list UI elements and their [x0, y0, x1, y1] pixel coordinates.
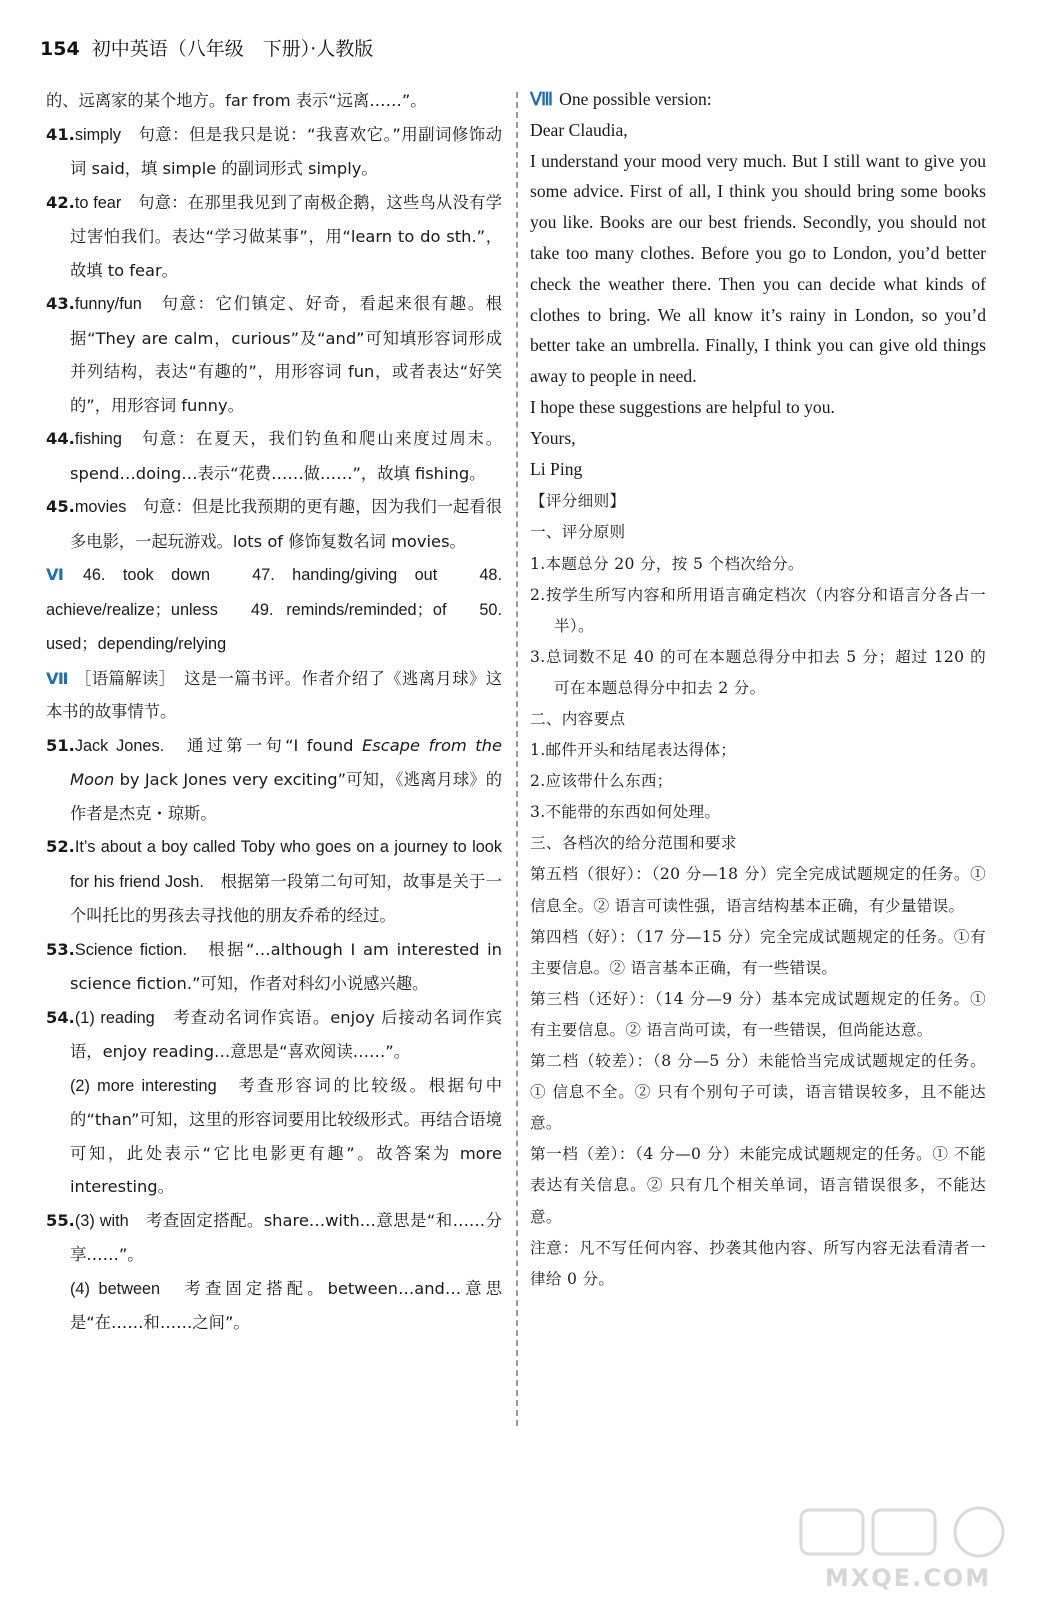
watermark-text: MXQE.COM [824, 1564, 992, 1592]
answer-54-part1: 54.(1) reading 考查动名词作宾语。enjoy 后接动名词作宾语，enjoy reading…意思是“喜欢阅读……”。 [46, 1007, 502, 1061]
rubric-note: 注意：凡不写任何内容、抄袭其他内容、所写内容无法看清者一律给 0 分。 [530, 1238, 986, 1288]
section-6-tag: Ⅵ [46, 565, 77, 584]
rubric-grade-4: 第四档（好）：（17 分—15 分）完全完成试题规定的任务。①有主要信息。② 语言基本正确，有一些错误。 [530, 927, 986, 977]
letter-signature: Li Ping [530, 458, 583, 479]
rubric-rule-1: 1.本题总分 20 分，按 5 个档次给分。 [530, 554, 804, 573]
rubric-grade-2: 第二档（较差）：（8 分—5 分）未能恰当完成试题规定的任务。① 信息不全。② 只有个别句子可读，语言错误较多，且不能达意。 [530, 1052, 986, 1133]
rubric-rule-2: 2.按学生所写内容和所用语言确定档次（内容分和语言分各占一半）。 [530, 585, 986, 635]
right-column [530, 84, 986, 1295]
letter-body-closing: I hope these suggestions are helpful to you. [530, 396, 835, 417]
rubric-heading-1: 一、评分原则 [530, 523, 626, 542]
section-7-intro: Ⅶ ［语篇解读］ 这是一篇书评。作者介绍了《逃离月球》这本书的故事情节。 [46, 668, 503, 721]
answer-41: 41.simply 句意：但是我只是说：“我喜欢它。”用副词修饰动词 said，填 simple 的副词形式 simply。 [46, 124, 502, 178]
rubric-heading-2: 二、内容要点 [530, 710, 626, 729]
page-number: 154 [40, 38, 80, 60]
rubric-heading-3: 三、各档次的给分范围和要求 [530, 834, 737, 853]
letter-body: I understand your mood very much. But I still want to give you some advice. First of all, I think you should bring some books you like. Books are our best friends. Secondly, you should not take too many clothes. Before you go to London, you’d better check the weather there. Then you can decide what kinds of clothes to bring. We all know it’s rainy in London, so you’d better take an umbrella. Finally, I think you can give old things away to people in need. [530, 150, 986, 387]
rubric-grade-3: 第三档（还好）：（14 分—9 分）基本完成试题规定的任务。① 有主要信息。② 语言尚可读，有一些错误，但尚能达意。 [530, 989, 986, 1039]
section-6-answers: Ⅵ 46. took down 47. handing/giving out 48. achieve/realize；unless 49. reminds/reminded；of 50. used；depending/relying [46, 565, 502, 653]
answer-44: 44.fishing 句意：在夏天，我们钓鱼和爬山来度过周末。spend…doing…表示“花费……做……”，故填 fishing。 [46, 429, 502, 483]
rubric-grade-5: 第五档（很好）：（20 分—18 分）完全完成试题规定的任务。①信息全。② 语言可读性强，语言结构基本正确，有少量错误。 [530, 865, 986, 915]
answer-45: 45.movies 句意：但是比我预期的更有趣，因为我们一起看很多电影，一起玩游戏。lots of 修饰复数名词 movies。 [46, 497, 502, 551]
answer-55-part3: 55.(3) with 考查固定搭配。share…with…意思是“和……分享……”。 [46, 1210, 502, 1264]
letter-closing: Yours, [530, 427, 576, 448]
section-8-tag: Ⅷ [530, 89, 554, 109]
continued-text: 的、远离家的某个地方。far from 表示“远离……”。 [46, 91, 427, 110]
answer-54-part2: (2) more interesting 考查形容词的比较级。根据句中的“than”可知，这里的形容词要用比较级形式。再结合语境可知，此处表示“它比电影更有趣”。故答案为 more interesting。 [70, 1075, 502, 1196]
rubric-rule-3: 3.总词数不足 40 的可在本题总得分中扣去 5 分；超过 120 的可在本题总得分中扣去 2 分。 [530, 647, 986, 697]
page-header [40, 34, 373, 61]
left-column [46, 84, 502, 1340]
answer-42: 42.to fear 句意：在那里我见到了南极企鹅，这些鸟从没有学过害怕我们。表达“学习做某事”，用“learn to do sth.”，故填 to fear。 [46, 192, 502, 280]
section-8-heading: Ⅷ One possible version: [530, 89, 712, 109]
rubric-content-2: 2.应该带什么东西； [530, 772, 673, 791]
answer-52: 52.It’s about a boy called Toby who goes on a journey to look for his friend Josh. 根据第一段第二句可知，故事是关于一个叫托比的男孩去寻找他的朋友乔希的经过。 [46, 837, 502, 925]
watermark-logo [793, 1506, 1023, 1592]
scoring-rubric [530, 486, 986, 1294]
column-divider [516, 92, 518, 1426]
answer-51: 51.Jack Jones. 通过第一句“I found Escape from the Moon by Jack Jones very exciting”可知，《逃离月球》的作者是杰克・琼斯。 [46, 735, 502, 823]
rubric-grade-1: 第一档（差）：（4 分—0 分）未能完成试题规定的任务。① 不能表达有关信息。② 只有几个相关单词，语言错误很多，不能达意。 [530, 1145, 986, 1226]
rubric-content-3: 3.不能带的东西如何处理。 [530, 803, 721, 822]
rubric-title: 【评分细则】 [530, 492, 626, 511]
answer-43: 43.funny/fun 句意：它们镇定、好奇，看起来很有趣。根据“They are calm，curious”及“and”可知填形容词形成并列结构，表达“有趣的”，用形容词 fun，或者表达“好笑的”，用形容词 funny。 [46, 294, 502, 415]
book-title: 初中英语（八年级 下册）·人教版 [91, 38, 374, 60]
answer-53: 53.Science fiction. 根据“…although I am interested in science fiction.”可知，作者对科幻小说感兴趣。 [46, 939, 502, 993]
section-7-tag: Ⅶ [46, 668, 70, 688]
letter-salutation: Dear Claudia, [530, 119, 628, 140]
rubric-content-1: 1.邮件开头和结尾表达得体； [530, 741, 737, 760]
answer-55-part4: (4) between 考查固定搭配。between…and…意思是“在……和……之间”。 [70, 1278, 502, 1332]
